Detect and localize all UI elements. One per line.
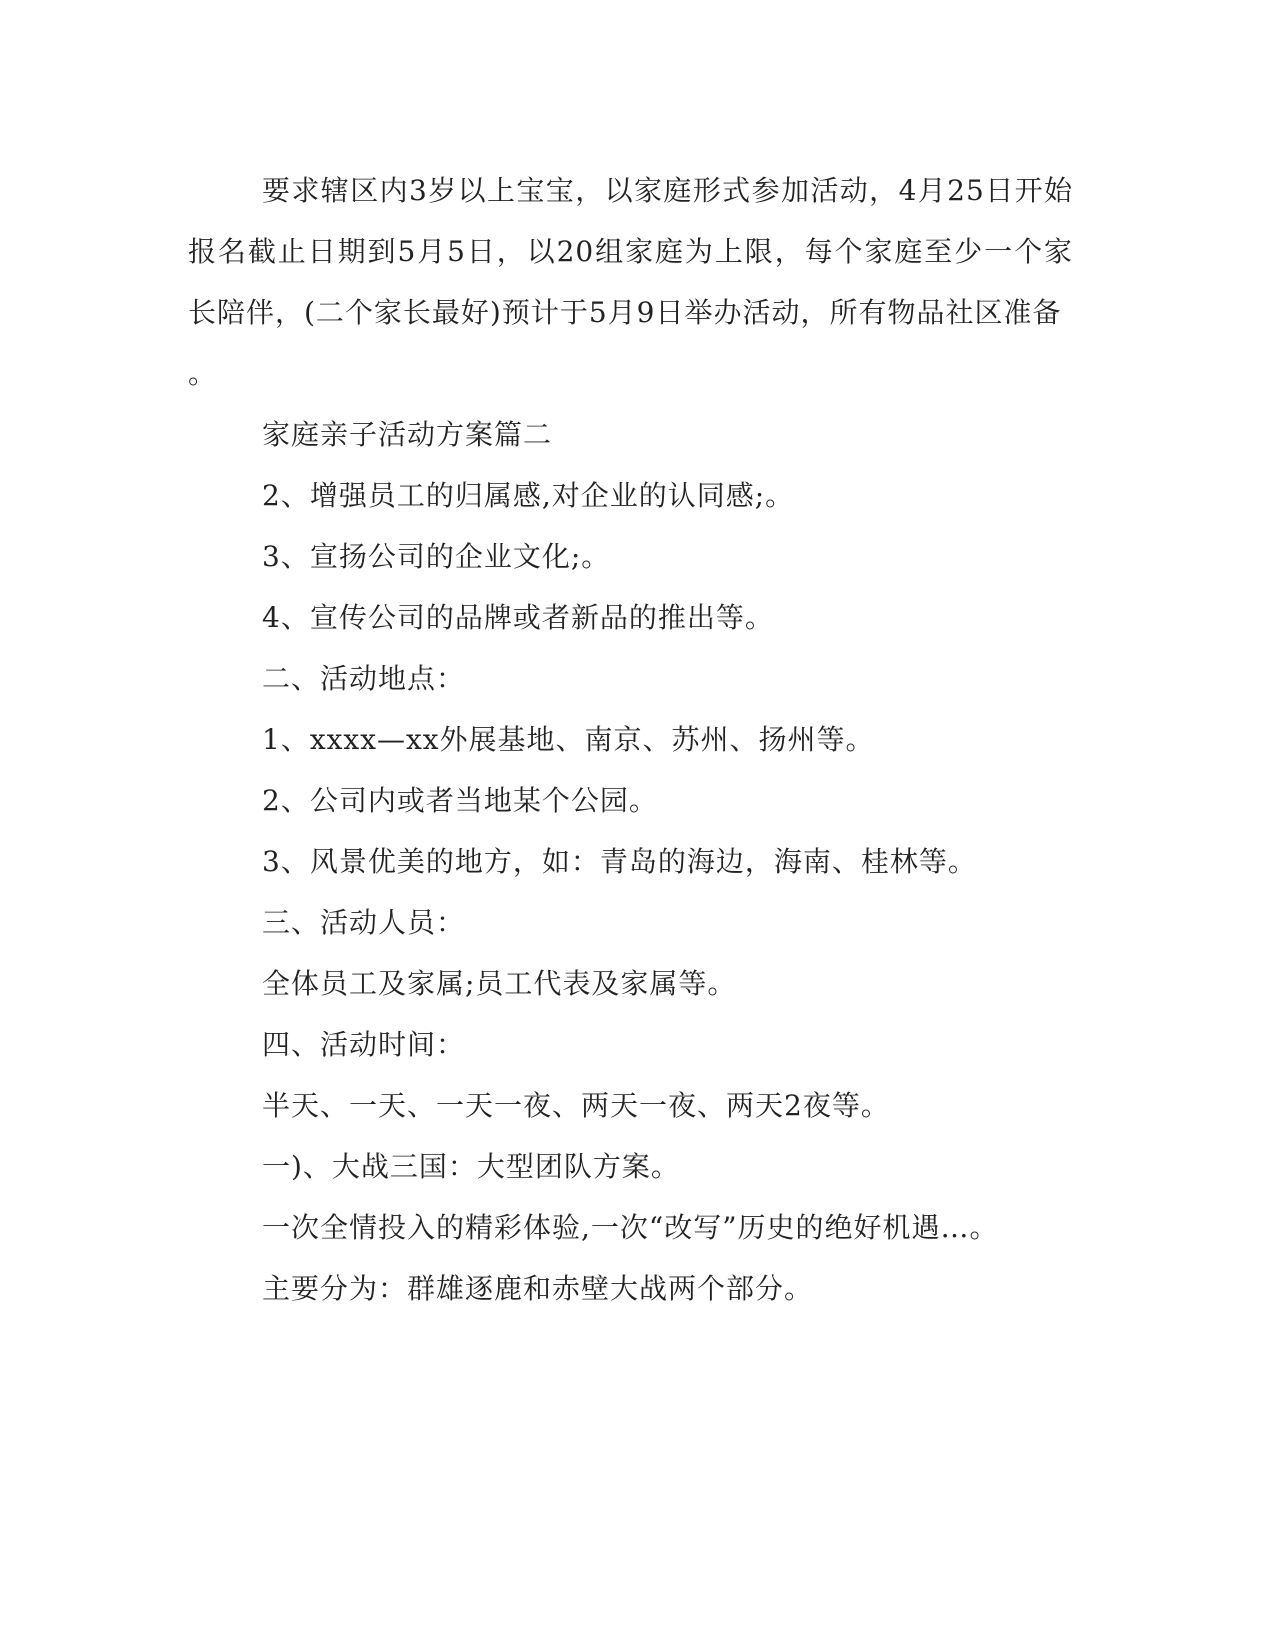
body-line: 全体员工及家属;员工代表及家属等。 <box>262 967 737 1000</box>
section-heading: 四、活动时间： <box>262 1028 466 1061</box>
body-line: 主要分为：群雄逐鹿和赤壁大战两个部分。 <box>262 1272 814 1305</box>
document-body <box>188 160 1073 1319</box>
subsection-heading: 一)、大战三国：大型团队方案。 <box>262 1150 680 1183</box>
intro-paragraph: 要求辖区内3岁以上宝宝，以家庭形式参加活动，4月25日开始报名截止日期到5月5日，以20组家庭为上限，每个家庭至少一个家长陪伴，(二个家长最好)预计于5月9日举办活动，所有物品社区准备 <box>188 174 1073 329</box>
section-heading: 三、活动人员： <box>262 906 466 939</box>
list-item: 2、公司内或者当地某个公园。 <box>262 784 658 817</box>
list-item: 3、宣扬公司的企业文化;。 <box>262 540 611 573</box>
list-item: 4、宣传公司的品牌或者新品的推出等。 <box>262 601 774 634</box>
body-line: 半天、一天、一天一夜、两天一夜、两天2夜等。 <box>262 1089 890 1122</box>
body-line: 一次全情投入的精彩体验,一次“改写”历史的绝好机遇…。 <box>262 1211 999 1244</box>
section-title: 家庭亲子活动方案篇二 <box>262 418 553 451</box>
list-item: 2、增强员工的归属感,对企业的认同感;。 <box>262 479 795 512</box>
section-heading: 二、活动地点： <box>262 662 466 695</box>
intro-paragraph-tail: 。 <box>188 357 217 390</box>
list-item: 3、风景优美的地方，如：青岛的海边，海南、桂林等。 <box>262 845 977 878</box>
list-item: 1、xxxx—xx外展基地、南京、苏州、扬州等。 <box>262 723 875 756</box>
